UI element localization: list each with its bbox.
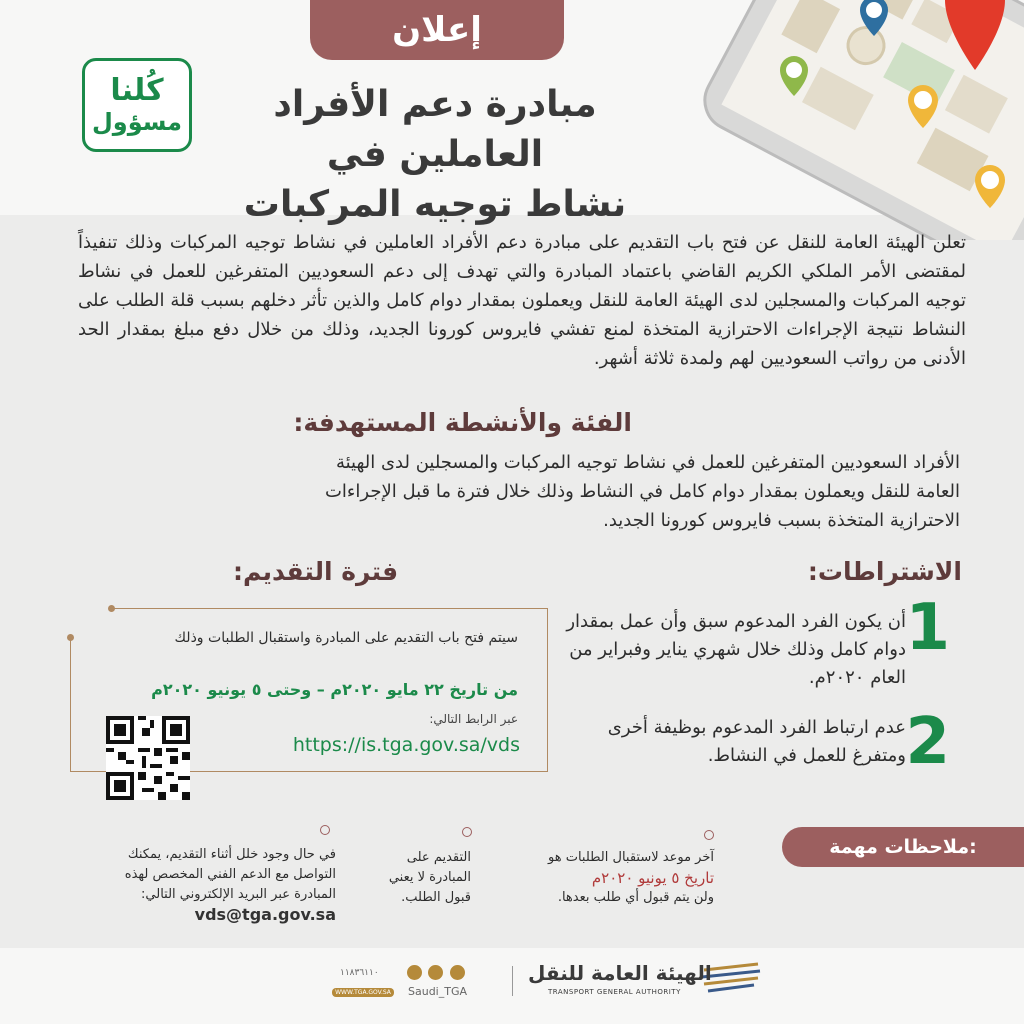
logo-text-line1: كُلنا bbox=[110, 73, 164, 108]
period-dates: من تاريخ ٢٢ مايو ٢٠٢٠م – وحتى ٥ يونيو ٢٠٢٠م bbox=[151, 680, 518, 699]
website-link[interactable]: WWW.TGA.GOV.SA bbox=[332, 988, 394, 997]
condition-number: 1 bbox=[905, 591, 950, 665]
support-email-link[interactable]: vds@tga.gov.sa bbox=[194, 905, 336, 924]
intro-paragraph: تعلن الهيئة العامة للنقل عن فتح باب التقديم على مبادرة دعم الأفراد العاملين في نشاط توجيه المركبات وذلك تنفيذاً لمقتضى الأمر الملكي الكريم القاضي باعتماد المبادرة والتي تهدف إلى دعم السعوديين المتفرغين للعمل في نشاط توجيه المركبات والمسجلين لدى الهيئة العامة للنقل ويعملون بمقدار دوام كامل والذين تأثر دخلهم بسبب قلة الطلب على النشاط نتيجة الإجراءات الاحترازية المتخذة لمنع تفشي فايروس كورونا الجديد، وذلك من خلال دفع مبلغ بمقدار الحد الأدنى من رواتب السعوديين لهم ولمدة ثلاثة أشهر. bbox=[78, 232, 966, 369]
page-title-line1: مبادرة دعم الأفراد العاملين في bbox=[273, 84, 597, 175]
footer-divider bbox=[512, 966, 513, 996]
map-illustration bbox=[690, 0, 1024, 240]
organization-name-ar: الهيئة العامة للنقل bbox=[528, 961, 712, 985]
instagram-icon[interactable] bbox=[428, 965, 443, 980]
note-acceptance: التقديم على المبادرة لا يعني قبول الطلب. bbox=[388, 850, 471, 905]
note-support bbox=[100, 845, 336, 927]
condition-text: أن يكون الفرد المدعوم سبق وأن عمل بمقدار دوام كامل وذلك خلال شهري يناير وفبراير من العام ٢٠٢٠م. bbox=[566, 611, 906, 688]
page-title bbox=[205, 80, 665, 230]
note-support-text: في حال وجود خلل أثناء التقديم، يمكنك التواصل مع الدعم الفني المخصص لهذه المبادرة عبر البريد الإلكتروني التالي: bbox=[124, 847, 336, 902]
announcement-badge: إعلان bbox=[310, 0, 564, 60]
frame-line bbox=[547, 608, 548, 772]
notes-label: ملاحظات مهمة: bbox=[782, 827, 1024, 867]
note-deadline-date: تاريخ ٥ يونيو ٢٠٢٠م bbox=[591, 869, 714, 887]
youtube-icon[interactable] bbox=[450, 965, 465, 980]
note-bullet bbox=[462, 827, 472, 837]
qr-code-icon bbox=[106, 716, 190, 800]
condition-number: 2 bbox=[905, 705, 950, 779]
note-bullet bbox=[704, 830, 714, 840]
period-heading: فترة التقديم: bbox=[233, 557, 399, 586]
application-link[interactable]: https://is.tga.gov.sa/vds bbox=[292, 734, 520, 756]
kulluna-masool-logo bbox=[82, 58, 192, 152]
note-deadline-line3: ولن يتم قبول أي طلب بعدها. bbox=[557, 890, 714, 905]
phone-number: ١١٨٣٦١١٠ bbox=[340, 968, 379, 978]
target-heading: الفئة والأنشطة المستهدفة: bbox=[293, 408, 632, 437]
frame-dot bbox=[67, 634, 74, 641]
organization-name-en: TRANSPORT GENERAL AUTHORITY bbox=[548, 988, 681, 996]
period-intro-text: سيتم فتح باب التقديم على المبادرة واستقبال الطلبات وذلك bbox=[174, 630, 518, 646]
frame-dot bbox=[108, 605, 115, 612]
frame-line bbox=[70, 636, 71, 772]
condition-text: عدم ارتباط الفرد المدعوم بوظيفة أخرى ومتفرغ للعمل في النشاط. bbox=[607, 717, 906, 766]
logo-text-line2: مسؤول bbox=[91, 108, 183, 136]
twitter-icon[interactable] bbox=[407, 965, 422, 980]
conditions-heading: الاشتراطات: bbox=[807, 557, 962, 586]
social-handle[interactable]: Saudi_TGA bbox=[408, 985, 468, 998]
target-paragraph: الأفراد السعوديين المتفرغين للعمل في نشاط توجيه المركبات والمسجلين لدى الهيئة العامة للنقل ويعملون بمقدار دوام كامل في النشاط وذلك خلال فترة ما قبل الإجراءات الاحترازية المتخذة بسبب فايروس كورونا الجديد. bbox=[324, 452, 960, 531]
note-bullet bbox=[320, 825, 330, 835]
note-deadline-line1: آخر موعد لاستقبال الطلبات هو bbox=[548, 850, 714, 865]
note-deadline bbox=[494, 848, 714, 908]
page-title-line2: نشاط توجيه المركبات bbox=[243, 184, 627, 225]
frame-line bbox=[110, 608, 548, 609]
period-link-label: عبر الرابط التالي: bbox=[429, 712, 518, 726]
